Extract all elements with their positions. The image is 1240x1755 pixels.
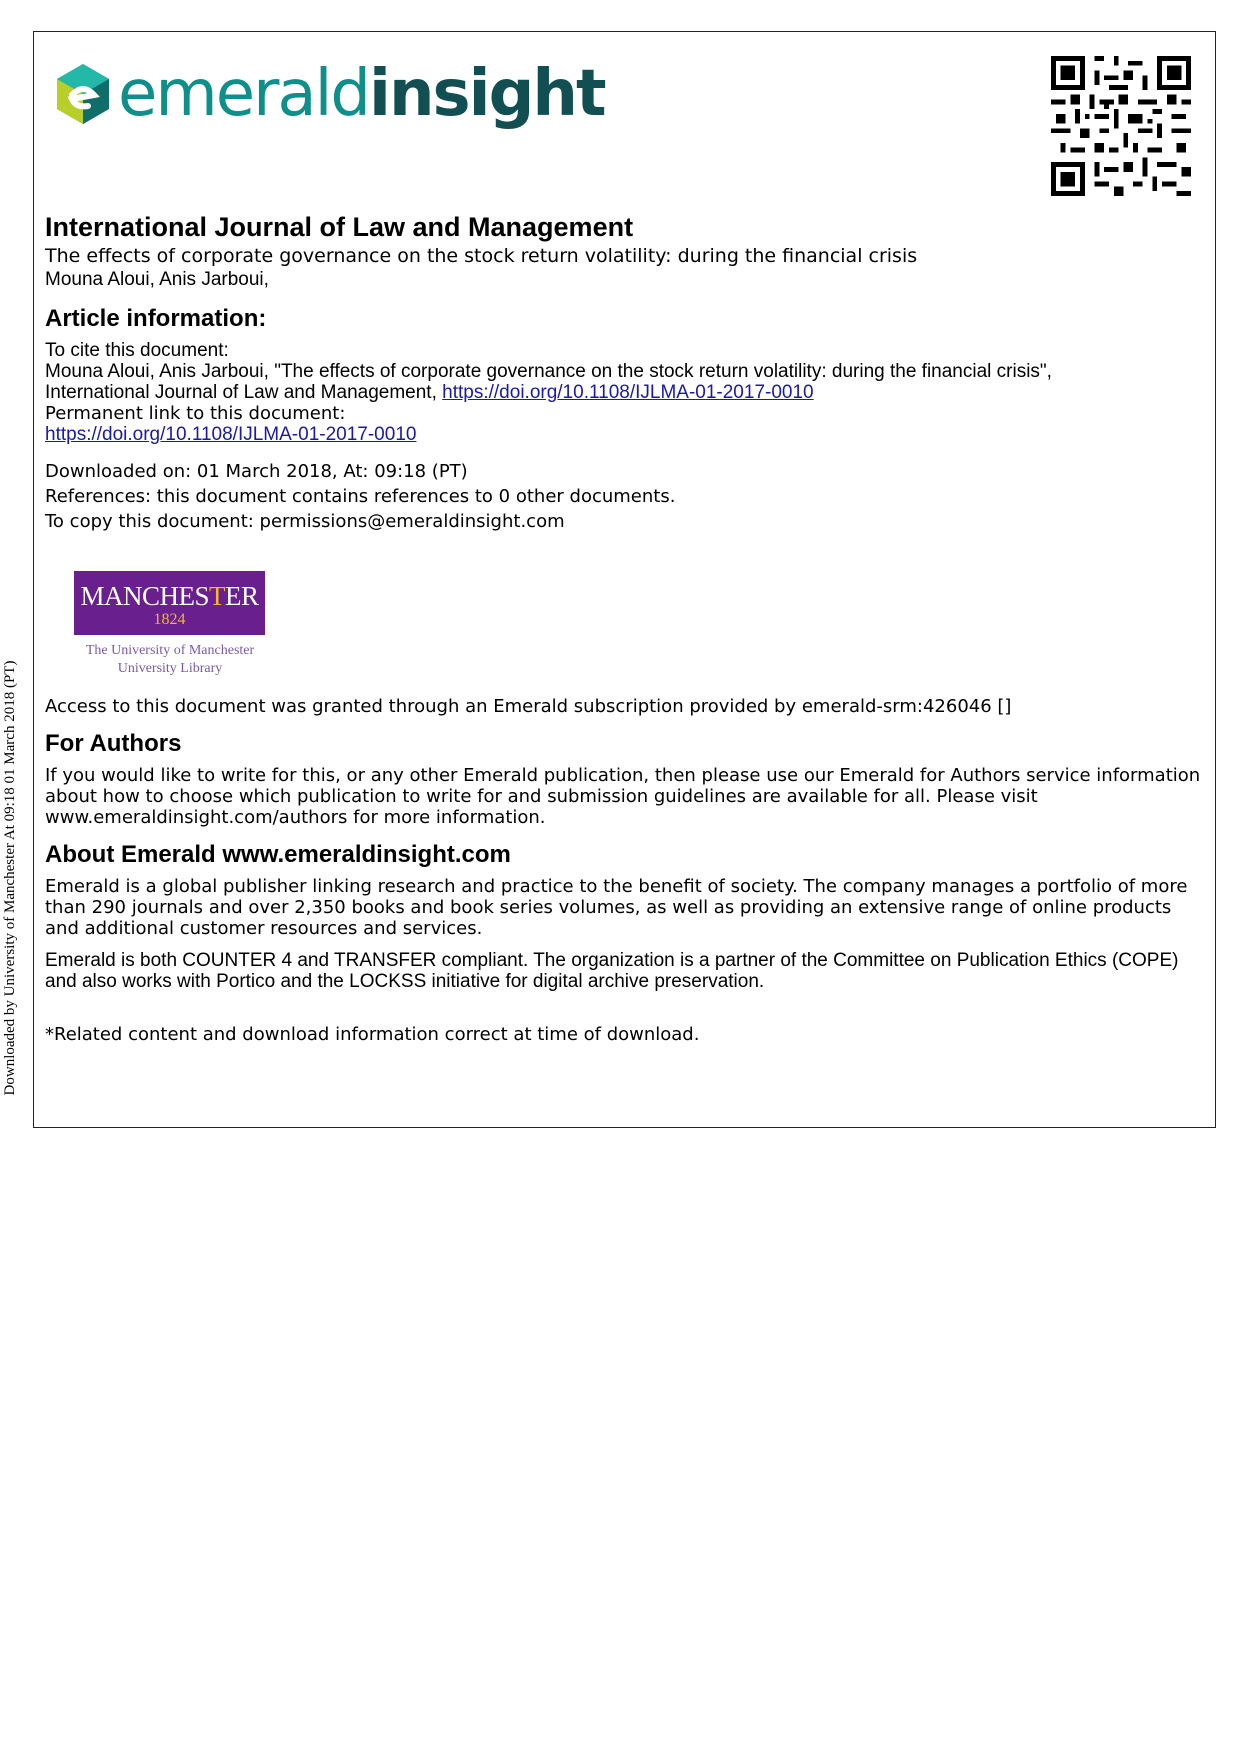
for-authors-text: If you would like to write for this, or any other Emerald publication, then please use our Emerald for Authors service information about how to choose which publication to write for and submission guidelines are available for all. Please visit www.emeraldinsight.com/authors for more information. — [45, 765, 1201, 828]
manchester-subtitle-2: University Library — [117, 661, 223, 676]
citation-line-1: Mouna Aloui, Anis Jarboui, "The effects of corporate governance on the stock return volatility: during the financial crisis", — [45, 361, 1052, 382]
access-statement: Access to this document was granted through an Emerald subscription provided by emerald-srm:426046 [] — [45, 696, 1012, 717]
permanent-link-label: Permanent link to this document: — [45, 403, 346, 424]
manchester-name-part-1: MANCHES — [80, 581, 209, 611]
doi-link[interactable]: https://doi.org/10.1108/IJLMA-01-2017-0010 — [442, 382, 814, 403]
logo-word-insight: insight — [369, 57, 605, 131]
citation-journal: International Journal of Law and Management, — [45, 382, 443, 403]
about-emerald-heading: About Emerald www.emeraldinsight.com — [45, 841, 511, 868]
university-of-manchester-logo — [45, 554, 289, 686]
download-side-note: Downloaded by University of Manchester At 09:18 01 March 2018 (PT) — [2, 660, 18, 1096]
citation-line-2 — [45, 382, 1205, 403]
logo-word-emerald: emerald — [118, 57, 370, 131]
references-count: References: this document contains references to 0 other documents. — [45, 486, 676, 507]
cite-label: To cite this document: — [45, 340, 229, 361]
manchester-year: 1824 — [153, 611, 186, 628]
manchester-name-part-2: ER — [225, 581, 259, 611]
article-authors: Mouna Aloui, Anis Jarboui, — [45, 269, 269, 290]
related-content-note: *Related content and download information correct at time of download. — [45, 1024, 700, 1045]
for-authors-heading: For Authors — [45, 730, 182, 757]
cover-content — [45, 210, 1205, 1045]
manchester-subtitle-1: The University of Manchester — [85, 643, 255, 658]
qr-code-icon — [1051, 56, 1191, 196]
article-information-heading: Article information: — [45, 305, 267, 332]
emerald-logo-icon — [54, 62, 112, 126]
cover-frame — [33, 31, 1216, 1128]
journal-title: International Journal of Law and Management — [45, 212, 634, 242]
downloaded-on: Downloaded on: 01 March 2018, At: 09:18 (PT) — [45, 461, 468, 482]
emerald-insight-logo — [54, 56, 605, 132]
article-title: The effects of corporate governance on the stock return volatility: during the financial crisis — [45, 245, 918, 267]
copy-permissions: To copy this document: permissions@emeraldinsight.com — [45, 511, 565, 532]
about-emerald-para-1: Emerald is a global publisher linking research and practice to the benefit of society. The company manages a portfolio of more than 290 journals and over 2,350 books and book series volumes, as well as providing an extensive range of online products and additional customer resources and services. — [45, 876, 1188, 939]
permanent-link[interactable]: https://doi.org/10.1108/IJLMA-01-2017-0010 — [45, 424, 417, 445]
about-emerald-para-2: Emerald is both COUNTER 4 and TRANSFER compliant. The organization is a partner of the Committee on Publication Ethics (COPE) and also works with Portico and the LOCKSS initiative for digital archive preservation. — [45, 950, 1179, 992]
manchester-name-gold: T — [209, 581, 225, 611]
